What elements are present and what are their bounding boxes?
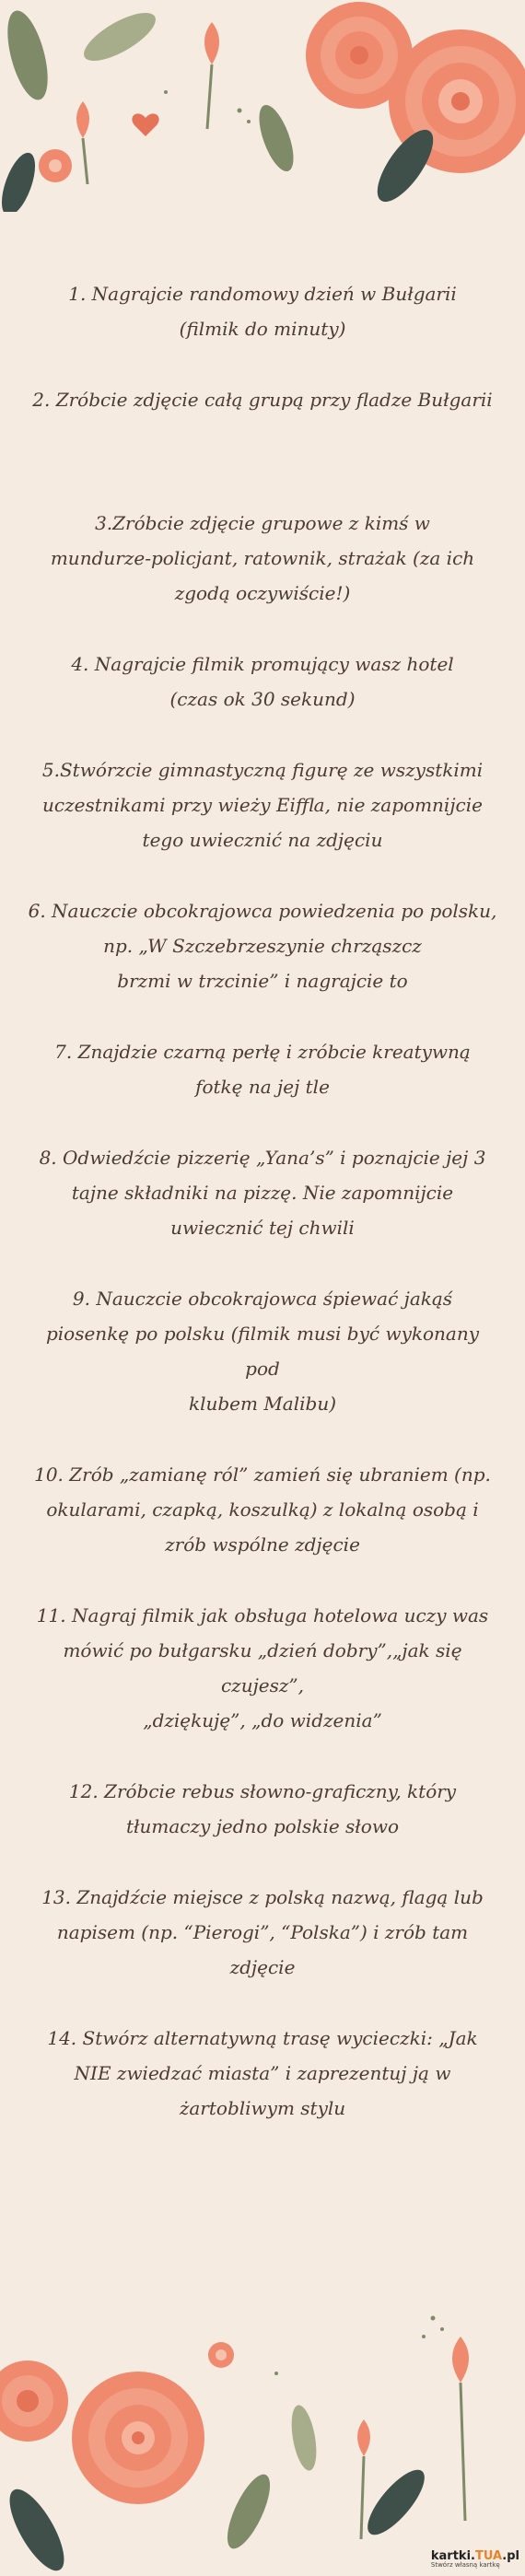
list-item: 4. Nagrajcie filmik promujący wasz hotel (czas ok 30 sekund) [71, 653, 454, 710]
tulip-icon [357, 2419, 370, 2456]
list-item: 7. Znajdzie czarną perłę i zróbcie kreatywną fotkę na jej tle [54, 1041, 471, 1098]
list-item: 11. Nagraj filmik jak obsługa hotelowa uczy was mówić po bułgarsku „dzień dobry”,„jak się czujesz”, „dziękuję”, „do widzenia” [36, 1604, 489, 1731]
leaf-icon [219, 2469, 278, 2554]
task-list [28, 276, 497, 2162]
leaf-icon [287, 2403, 321, 2472]
list-item: 13. Znajdźcie miejsce z polską nazwą, flagą lub napisem (np. “Pierogi”, “Polska”) i zrób tam zdjęcie [41, 1886, 484, 1978]
leaf-icon [0, 148, 41, 212]
kartki-tua-logo[interactable] [431, 2549, 519, 2569]
dahlia-flower-icon [0, 2360, 68, 2442]
brand-tagline: Stwórz własną kartkę [430, 2561, 500, 2569]
brand-prefix: kartki. [430, 2549, 475, 2563]
brand-accent: TUA [474, 2549, 503, 2563]
list-item: 2. Zróbcie zdjęcie całą grupą przy fladze Bułgarii [32, 389, 493, 411]
dahlia-flower-icon [306, 2, 413, 109]
small-flower-icon [39, 149, 72, 182]
leaf-icon [0, 6, 55, 104]
leaf-icon [358, 2462, 433, 2543]
leaf-icon [77, 4, 162, 70]
list-item: 1. Nagrajcie randomowy dzień w Bułgarii (filmik do minuty) [68, 283, 457, 340]
tulip-icon [204, 22, 219, 64]
list-item: 14. Stwórz alternatywną trasę wycieczki: „Jak NIE zwiedzać miasta” i zaprezentuj ją w żartobliwym stylu [47, 2027, 478, 2119]
list-item: 12. Zróbcie rebus słowno-graficzny, który tłumaczy jedno polskie słowo [68, 1780, 457, 1837]
heart-icon [132, 113, 158, 136]
leaf-icon [252, 101, 300, 176]
list-item: 9. Nauczcie obcokrajowca śpiewać jakąś piosenkę po polsku (filmik musi być wykonany pod klubem Malibu) [45, 1288, 480, 1415]
list-item: 10. Zrób „zamianę ról” zamień się ubraniem (np. okularami, czapką, koszulką) z lokalną osobą i zrób wspólne zdjęcie [34, 1463, 491, 1556]
bottom-floral-decoration [0, 2300, 525, 2576]
small-flower-icon [208, 2342, 234, 2368]
leaf-icon [0, 2482, 75, 2576]
list-item: 6. Nauczcie obcokrajowca powiedzenia po polsku, np. „W Szczebrzeszynie chrząszcz brzmi w trzcinie” i nagrajcie to [28, 900, 497, 992]
brand-suffix: .pl [502, 2549, 519, 2563]
list-item: 3.Zróbcie zdjęcie grupowe z kimś w mundurze-policjant, ratownik, strażak (za ich zgodą oczywiście!) [50, 512, 475, 604]
list-item: 8. Odwiedźcie pizzerię „Yana’s” i poznajcie jej 3 tajne składniki na pizzę. Nie zapomnijcie uwiecznić tej chwili [39, 1147, 486, 1239]
dahlia-flower-icon [72, 2372, 204, 2504]
tulip-icon [76, 101, 89, 138]
list-item: 5.Stwórzcie gimnastyczną figurę ze wszystkimi uczestnikami przy wieży Eiffla, nie zapomnijcie tego uwiecznić na zdjęciu [41, 759, 484, 851]
top-floral-decoration [0, 0, 525, 212]
tulip-icon [452, 2337, 469, 2383]
